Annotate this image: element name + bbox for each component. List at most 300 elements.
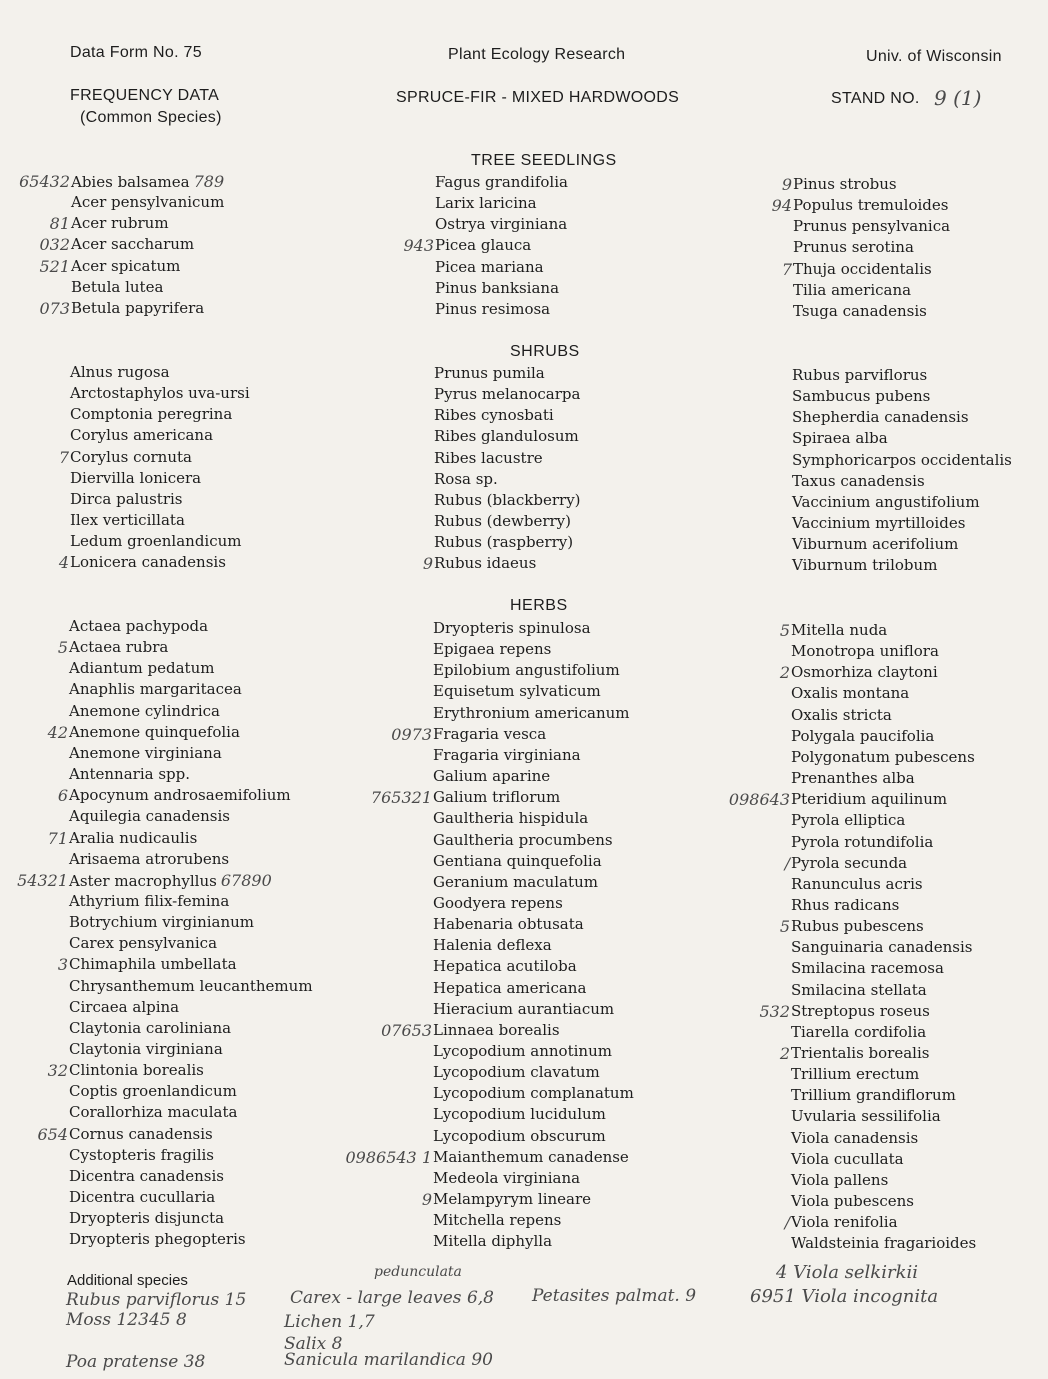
species-name: Ledum groenlandicum — [70, 532, 242, 551]
frequency-tally: 098643 — [728, 790, 790, 810]
frequency-tally: 532 — [759, 1001, 790, 1021]
species-name: Corylus americana — [70, 426, 214, 445]
species-row — [792, 534, 958, 555]
species-name: Coptis groenlandicum — [69, 1082, 237, 1101]
species-row — [433, 1104, 606, 1125]
species-row — [69, 1187, 215, 1208]
species-row — [791, 726, 934, 747]
species-row — [792, 555, 937, 576]
handwritten-note: Carex - large leaves 6,8 — [290, 1288, 494, 1308]
species-row — [791, 768, 915, 789]
species-name: Polygonatum pubescens — [791, 747, 975, 766]
species-row — [69, 1039, 223, 1060]
species-name: Cornus canadensis — [69, 1124, 213, 1143]
species-name: Lycopodium complanatum — [433, 1084, 634, 1103]
species-name: Ribes lacustre — [434, 448, 543, 467]
species-row — [69, 1166, 224, 1187]
species-name: Oxalis montana — [791, 684, 910, 703]
species-name: Lonicera canadensis — [70, 553, 226, 572]
species-row — [434, 405, 554, 426]
species-row — [435, 278, 559, 299]
species-name: Rubus (blackberry) — [434, 490, 581, 509]
species-row — [779, 1043, 930, 1064]
species-name: Taxus canadensis — [792, 471, 925, 490]
species-row — [792, 450, 1012, 471]
frequency-tally-suffix: 67890 — [220, 870, 272, 890]
species-name: Anaphlis margaritacea — [69, 680, 242, 699]
species-row — [433, 893, 563, 914]
species-name: Tsuga canadensis — [793, 301, 927, 320]
species-name: Rubus pubescens — [791, 917, 924, 936]
species-name: Aralia nudicaulis — [69, 828, 198, 847]
handwritten-note: pedunculata — [374, 1264, 462, 1280]
species-row — [69, 891, 229, 912]
species-name: Halenia deflexa — [433, 936, 552, 955]
species-name: Rhus radicans — [791, 895, 900, 914]
species-row — [19, 171, 225, 192]
species-name: Betula lutea — [71, 277, 164, 296]
handwritten-note: 4 Viola selkirkii — [776, 1262, 918, 1283]
species-row — [70, 468, 201, 489]
frequency-tally: 9 — [421, 1190, 432, 1210]
species-row — [434, 448, 543, 469]
species-row — [421, 1189, 592, 1210]
species-name: Anemone cylindrica — [69, 701, 220, 720]
species-row — [791, 705, 892, 726]
species-name: Viola pallens — [791, 1170, 889, 1189]
species-row — [791, 937, 973, 958]
species-name: Rosa sp. — [434, 469, 498, 488]
species-row — [39, 298, 205, 319]
species-row — [69, 976, 313, 997]
frequency-tally: 7 — [58, 447, 69, 467]
species-name: Erythronium americanum — [433, 703, 630, 722]
species-row — [381, 1020, 560, 1041]
tree-seedlings-heading: TREE SEEDLINGS — [471, 152, 617, 169]
species-row — [792, 407, 969, 428]
species-name: Habenaria obtusata — [433, 915, 584, 934]
species-name: Waldsteinia fragarioides — [791, 1234, 977, 1253]
species-name: Corallorhiza maculata — [69, 1103, 238, 1122]
species-row — [728, 789, 948, 810]
species-row — [433, 745, 581, 766]
species-row — [435, 172, 568, 193]
species-name: Diervilla lonicera — [70, 468, 202, 487]
species-row — [58, 552, 226, 573]
species-row — [793, 280, 911, 301]
species-row — [69, 912, 254, 933]
species-row — [791, 1022, 926, 1043]
handwritten-note: Lichen 1,7 — [284, 1312, 375, 1332]
species-name: Larix laricina — [435, 194, 537, 213]
species-row — [771, 195, 949, 216]
frequency-data-title: FREQUENCY DATA — [70, 87, 220, 104]
frequency-tally-suffix: 789 — [193, 172, 225, 191]
species-name: Lycopodium obscurum — [433, 1126, 606, 1145]
species-name: Actaea pachypoda — [69, 617, 209, 635]
species-row — [57, 785, 291, 806]
species-name: Aster macrophyllus — [69, 871, 217, 890]
species-name: Botrychium virginianum — [69, 913, 255, 932]
species-name: Gaultheria hispidula — [433, 809, 589, 828]
species-row — [433, 1231, 552, 1252]
species-row — [370, 787, 561, 808]
species-row — [434, 363, 545, 384]
species-row — [779, 662, 938, 683]
species-row — [792, 471, 925, 492]
species-row — [791, 683, 909, 704]
species-name: Ribes glandulosum — [434, 427, 579, 446]
species-name: Mitella nuda — [791, 621, 888, 639]
species-row — [791, 1128, 918, 1149]
species-name: Rubus (dewberry) — [434, 512, 571, 531]
species-row — [69, 1081, 237, 1102]
species-row — [345, 1147, 629, 1168]
species-row — [49, 213, 169, 234]
species-name: Viola pubescens — [791, 1192, 914, 1211]
species-name: Maianthemum canadense — [433, 1147, 629, 1166]
frequency-tally: / — [784, 1213, 790, 1233]
frequency-tally: 42 — [47, 722, 68, 742]
species-name: Dicentra cucullaria — [69, 1188, 216, 1207]
species-row — [433, 639, 551, 660]
species-row — [791, 1170, 888, 1191]
species-row — [791, 641, 939, 662]
species-row — [70, 425, 213, 446]
species-row — [17, 870, 272, 891]
species-row — [69, 849, 229, 870]
species-row — [433, 766, 550, 787]
species-name: Pinus resimosa — [435, 299, 551, 318]
species-row — [434, 532, 573, 553]
species-name: Gentiana quinquefolia — [433, 851, 602, 870]
species-row — [791, 1106, 941, 1127]
species-name: Ranunculus acris — [791, 874, 923, 893]
species-name: Vaccinium angustifolium — [792, 492, 980, 511]
frequency-tally: 073 — [39, 298, 70, 318]
herbs-heading: HERBS — [510, 597, 568, 614]
species-row — [793, 216, 950, 237]
species-name: Claytonia caroliniana — [69, 1018, 232, 1037]
species-name: Mitchella repens — [433, 1211, 562, 1230]
community-type: SPRUCE-FIR - MIXED HARDWOODS — [396, 89, 680, 106]
species-name: Thuja occidentalis — [793, 259, 932, 278]
species-row — [47, 722, 240, 743]
species-name: Streptopus roseus — [791, 1001, 930, 1020]
species-name: Chimaphila umbellata — [69, 955, 237, 974]
species-row — [57, 637, 169, 658]
species-row — [433, 1041, 612, 1062]
handwritten-note: Poa pratense 38 — [66, 1352, 206, 1372]
frequency-tally: 943 — [403, 236, 434, 256]
species-name: Lycopodium clavatum — [433, 1063, 600, 1082]
species-name: Populus tremuloides — [793, 196, 949, 215]
species-row — [759, 1001, 930, 1022]
species-name: Apocynum androsaemifolium — [69, 786, 291, 805]
species-name: Prunus serotina — [793, 238, 914, 257]
handwritten-note: Salix 8 — [284, 1334, 343, 1354]
frequency-tally: 54321 — [17, 870, 68, 890]
species-name: Epilobium angustifolium — [433, 661, 620, 680]
species-name: Athyrium filix-femina — [69, 891, 230, 910]
species-name: Claytonia virginiana — [69, 1040, 223, 1058]
species-name: Viola canadensis — [791, 1128, 919, 1147]
species-row — [791, 1191, 914, 1212]
species-name: Acer spicatum — [71, 256, 181, 275]
species-row — [403, 235, 532, 256]
species-name: Dryopteris phegopteris — [69, 1230, 246, 1249]
species-row — [781, 259, 932, 280]
species-row — [434, 426, 579, 447]
species-name: Lycopodium annotinum — [433, 1042, 612, 1060]
species-row — [433, 1210, 561, 1231]
species-row — [791, 832, 933, 853]
species-name: Picea glauca — [435, 236, 532, 255]
species-name: Ilex verticillata — [70, 511, 185, 530]
species-name: Tiarella cordifolia — [791, 1022, 927, 1041]
species-name: Corylus cornuta — [70, 447, 192, 466]
species-row — [433, 681, 601, 702]
frequency-tally: 07653 — [381, 1020, 432, 1040]
species-name: Mitella diphylla — [433, 1232, 553, 1251]
species-name: Shepherdia canadensis — [792, 408, 969, 427]
species-row — [433, 703, 630, 724]
species-name: Pinus banksiana — [435, 278, 560, 297]
species-row — [434, 469, 498, 490]
handwritten-note: Petasites palmat. 9 — [532, 1286, 697, 1306]
species-name: Medeola virginiana — [433, 1168, 581, 1187]
species-row — [433, 872, 598, 893]
species-name: Trillium grandiflorum — [791, 1086, 956, 1105]
species-row — [37, 1124, 213, 1145]
species-row — [69, 658, 214, 679]
species-name: Smilacina stellata — [791, 980, 927, 999]
species-name: Actaea rubra — [69, 638, 169, 657]
species-name: Acer pensylvanicum — [71, 193, 225, 212]
species-row — [791, 1149, 904, 1170]
species-row — [69, 806, 230, 827]
species-name: Pinus strobus — [793, 175, 897, 193]
species-name: Sambucus pubens — [792, 387, 931, 406]
species-row — [791, 810, 905, 831]
species-name: Gaultheria procumbens — [433, 830, 613, 849]
species-name: Osmorhiza claytoni — [791, 663, 938, 682]
species-name: Sanguinaria canadensis — [791, 938, 973, 957]
species-row — [70, 489, 183, 510]
species-name: Anemone quinquefolia — [69, 722, 240, 741]
frequency-tally: 0973 — [391, 724, 432, 744]
species-row — [792, 492, 980, 513]
species-name: Linnaea borealis — [433, 1020, 560, 1039]
species-row — [433, 978, 586, 999]
frequency-tally: 765321 — [370, 788, 432, 808]
species-name: Hieracium aurantiacum — [433, 999, 615, 1018]
species-row — [791, 980, 927, 1001]
frequency-tally: 9 — [781, 175, 792, 194]
frequency-tally: 032 — [39, 235, 70, 255]
species-row — [779, 620, 888, 641]
species-row — [69, 933, 217, 954]
species-name: Arctostaphylos uva-ursi — [70, 384, 250, 403]
species-name: Rubus (raspberry) — [434, 533, 574, 552]
species-row — [70, 531, 242, 552]
species-row — [433, 660, 620, 681]
species-row — [69, 1018, 231, 1039]
species-name: Lycopodium lucidulum — [433, 1105, 606, 1124]
species-row — [433, 914, 584, 935]
species-row — [69, 1229, 246, 1250]
species-row — [47, 828, 198, 849]
species-name: Comptonia peregrina — [70, 405, 233, 424]
species-name: Galium aparine — [433, 767, 551, 786]
species-row — [435, 193, 537, 214]
species-name: Viburnum acerifolium — [792, 535, 959, 554]
species-name: Dicentra canadensis — [69, 1166, 224, 1185]
species-row — [70, 383, 250, 404]
species-name: Trillium erectum — [791, 1065, 920, 1084]
species-row — [784, 853, 908, 874]
species-name: Pyrola elliptica — [791, 811, 906, 830]
frequency-tally: 6 — [57, 786, 68, 806]
species-row — [69, 743, 222, 764]
species-row — [70, 362, 170, 383]
species-name: Carex pensylvanica — [69, 934, 218, 953]
frequency-tally: 94 — [771, 196, 792, 216]
species-name: Pyrus melanocarpa — [434, 385, 581, 404]
species-row — [791, 895, 899, 916]
species-row — [69, 997, 179, 1018]
species-name: Melampyrym lineare — [433, 1190, 592, 1209]
species-name: Polygala paucifolia — [791, 726, 935, 745]
species-name: Dirca palustris — [70, 489, 183, 508]
frequency-tally: 9 — [422, 554, 433, 574]
frequency-tally: 65432 — [19, 172, 70, 191]
species-name: Alnus rugosa — [70, 363, 170, 381]
species-row — [422, 553, 537, 574]
species-row — [791, 1064, 919, 1085]
species-row — [435, 257, 544, 278]
species-row — [39, 256, 181, 277]
frequency-tally: / — [784, 853, 790, 873]
species-row — [58, 447, 192, 468]
species-name: Fragaria virginiana — [433, 745, 581, 764]
species-name: Hepatica acutiloba — [433, 957, 577, 976]
common-species-subtitle: (Common Species) — [80, 109, 222, 126]
species-name: Galium triflorum — [433, 788, 561, 807]
species-row — [433, 1062, 600, 1083]
species-row — [69, 1145, 214, 1166]
frequency-tally: 5 — [779, 621, 790, 640]
species-name: Aquilegia canadensis — [69, 807, 230, 826]
species-name: Uvularia sessilifolia — [791, 1107, 941, 1126]
species-name: Smilacina racemosa — [791, 959, 944, 978]
species-name: Anemone virginiana — [69, 743, 222, 762]
species-name: Pyrola rotundifolia — [791, 832, 934, 851]
handwritten-note: 6951 Viola incognita — [750, 1286, 939, 1307]
species-row — [71, 192, 224, 213]
species-name: Equisetum sylvaticum — [433, 682, 601, 701]
species-name: Ribes cynosbati — [434, 406, 554, 425]
shrubs-heading: SHRUBS — [510, 343, 580, 360]
species-row — [792, 365, 927, 386]
frequency-tally: 7 — [781, 259, 792, 279]
handwritten-note: Moss 12345 8 — [66, 1310, 187, 1330]
species-row — [57, 954, 237, 975]
species-row — [47, 1060, 204, 1081]
species-name: Trientalis borealis — [791, 1044, 930, 1062]
species-name: Viola cucullata — [791, 1149, 904, 1168]
species-name: Dryopteris spinulosa — [433, 619, 591, 637]
species-name: Goodyera repens — [433, 893, 563, 912]
species-name: Acer rubrum — [71, 214, 169, 233]
species-row — [69, 764, 190, 785]
species-row — [433, 1126, 606, 1147]
species-row — [781, 174, 897, 195]
species-row — [69, 701, 220, 722]
species-row — [39, 234, 195, 255]
species-row — [70, 404, 232, 425]
species-name: Rubus parviflorus — [792, 366, 928, 384]
species-row — [433, 830, 613, 851]
handwritten-note: Sanicula marilandica 90 — [284, 1350, 493, 1370]
species-name: Chrysanthemum leucanthemum — [69, 976, 313, 995]
frequency-tally: 2 — [779, 1044, 790, 1063]
species-name: Viola renifolia — [791, 1213, 898, 1232]
species-name: Monotropa uniflora — [791, 642, 939, 661]
species-name: Betula papyrifera — [71, 298, 205, 317]
species-row — [69, 1208, 224, 1229]
species-name: Hepatica americana — [433, 978, 587, 997]
species-name: Acer saccharum — [71, 235, 195, 254]
species-row — [433, 808, 588, 829]
species-row — [784, 1212, 898, 1233]
frequency-tally: 521 — [39, 256, 70, 276]
species-row — [434, 511, 571, 532]
species-row — [69, 616, 208, 637]
stand-number-value: 9 (1) — [934, 86, 982, 110]
form-number: Data Form No. 75 — [70, 44, 202, 61]
species-name: Ostrya virginiana — [435, 215, 568, 234]
species-name: Dryopteris disjuncta — [69, 1209, 225, 1228]
species-name: Viburnum trilobum — [792, 556, 938, 575]
species-row — [434, 384, 580, 405]
additional-species-label: Additional species — [67, 1272, 188, 1289]
species-row — [433, 1083, 634, 1104]
species-name: Fragaria vesca — [433, 724, 547, 743]
species-row — [779, 916, 924, 937]
species-name: Oxalis stricta — [791, 705, 892, 724]
species-name: Symphoricarpos occidentalis — [792, 450, 1012, 469]
handwritten-note: Rubus parviflorus 15 — [66, 1290, 247, 1310]
species-name: Rubus idaeus — [434, 554, 537, 573]
species-name: Epigaea repens — [433, 640, 552, 659]
species-name: Abies balsamea — [71, 173, 190, 191]
frequency-tally: 3 — [57, 955, 68, 975]
frequency-tally: 2 — [779, 663, 790, 683]
species-row — [791, 1233, 976, 1254]
species-row — [435, 299, 550, 320]
species-row — [69, 1102, 237, 1123]
frequency-tally: 4 — [58, 553, 69, 573]
species-row — [433, 618, 591, 639]
species-name: Circaea alpina — [69, 997, 180, 1016]
frequency-tally: 654 — [37, 1124, 68, 1144]
species-row — [791, 958, 944, 979]
frequency-tally: 0986543 1 — [345, 1147, 432, 1167]
species-name: Geranium maculatum — [433, 872, 598, 891]
species-name: Vaccinium myrtilloides — [792, 514, 966, 533]
species-row — [792, 386, 930, 407]
